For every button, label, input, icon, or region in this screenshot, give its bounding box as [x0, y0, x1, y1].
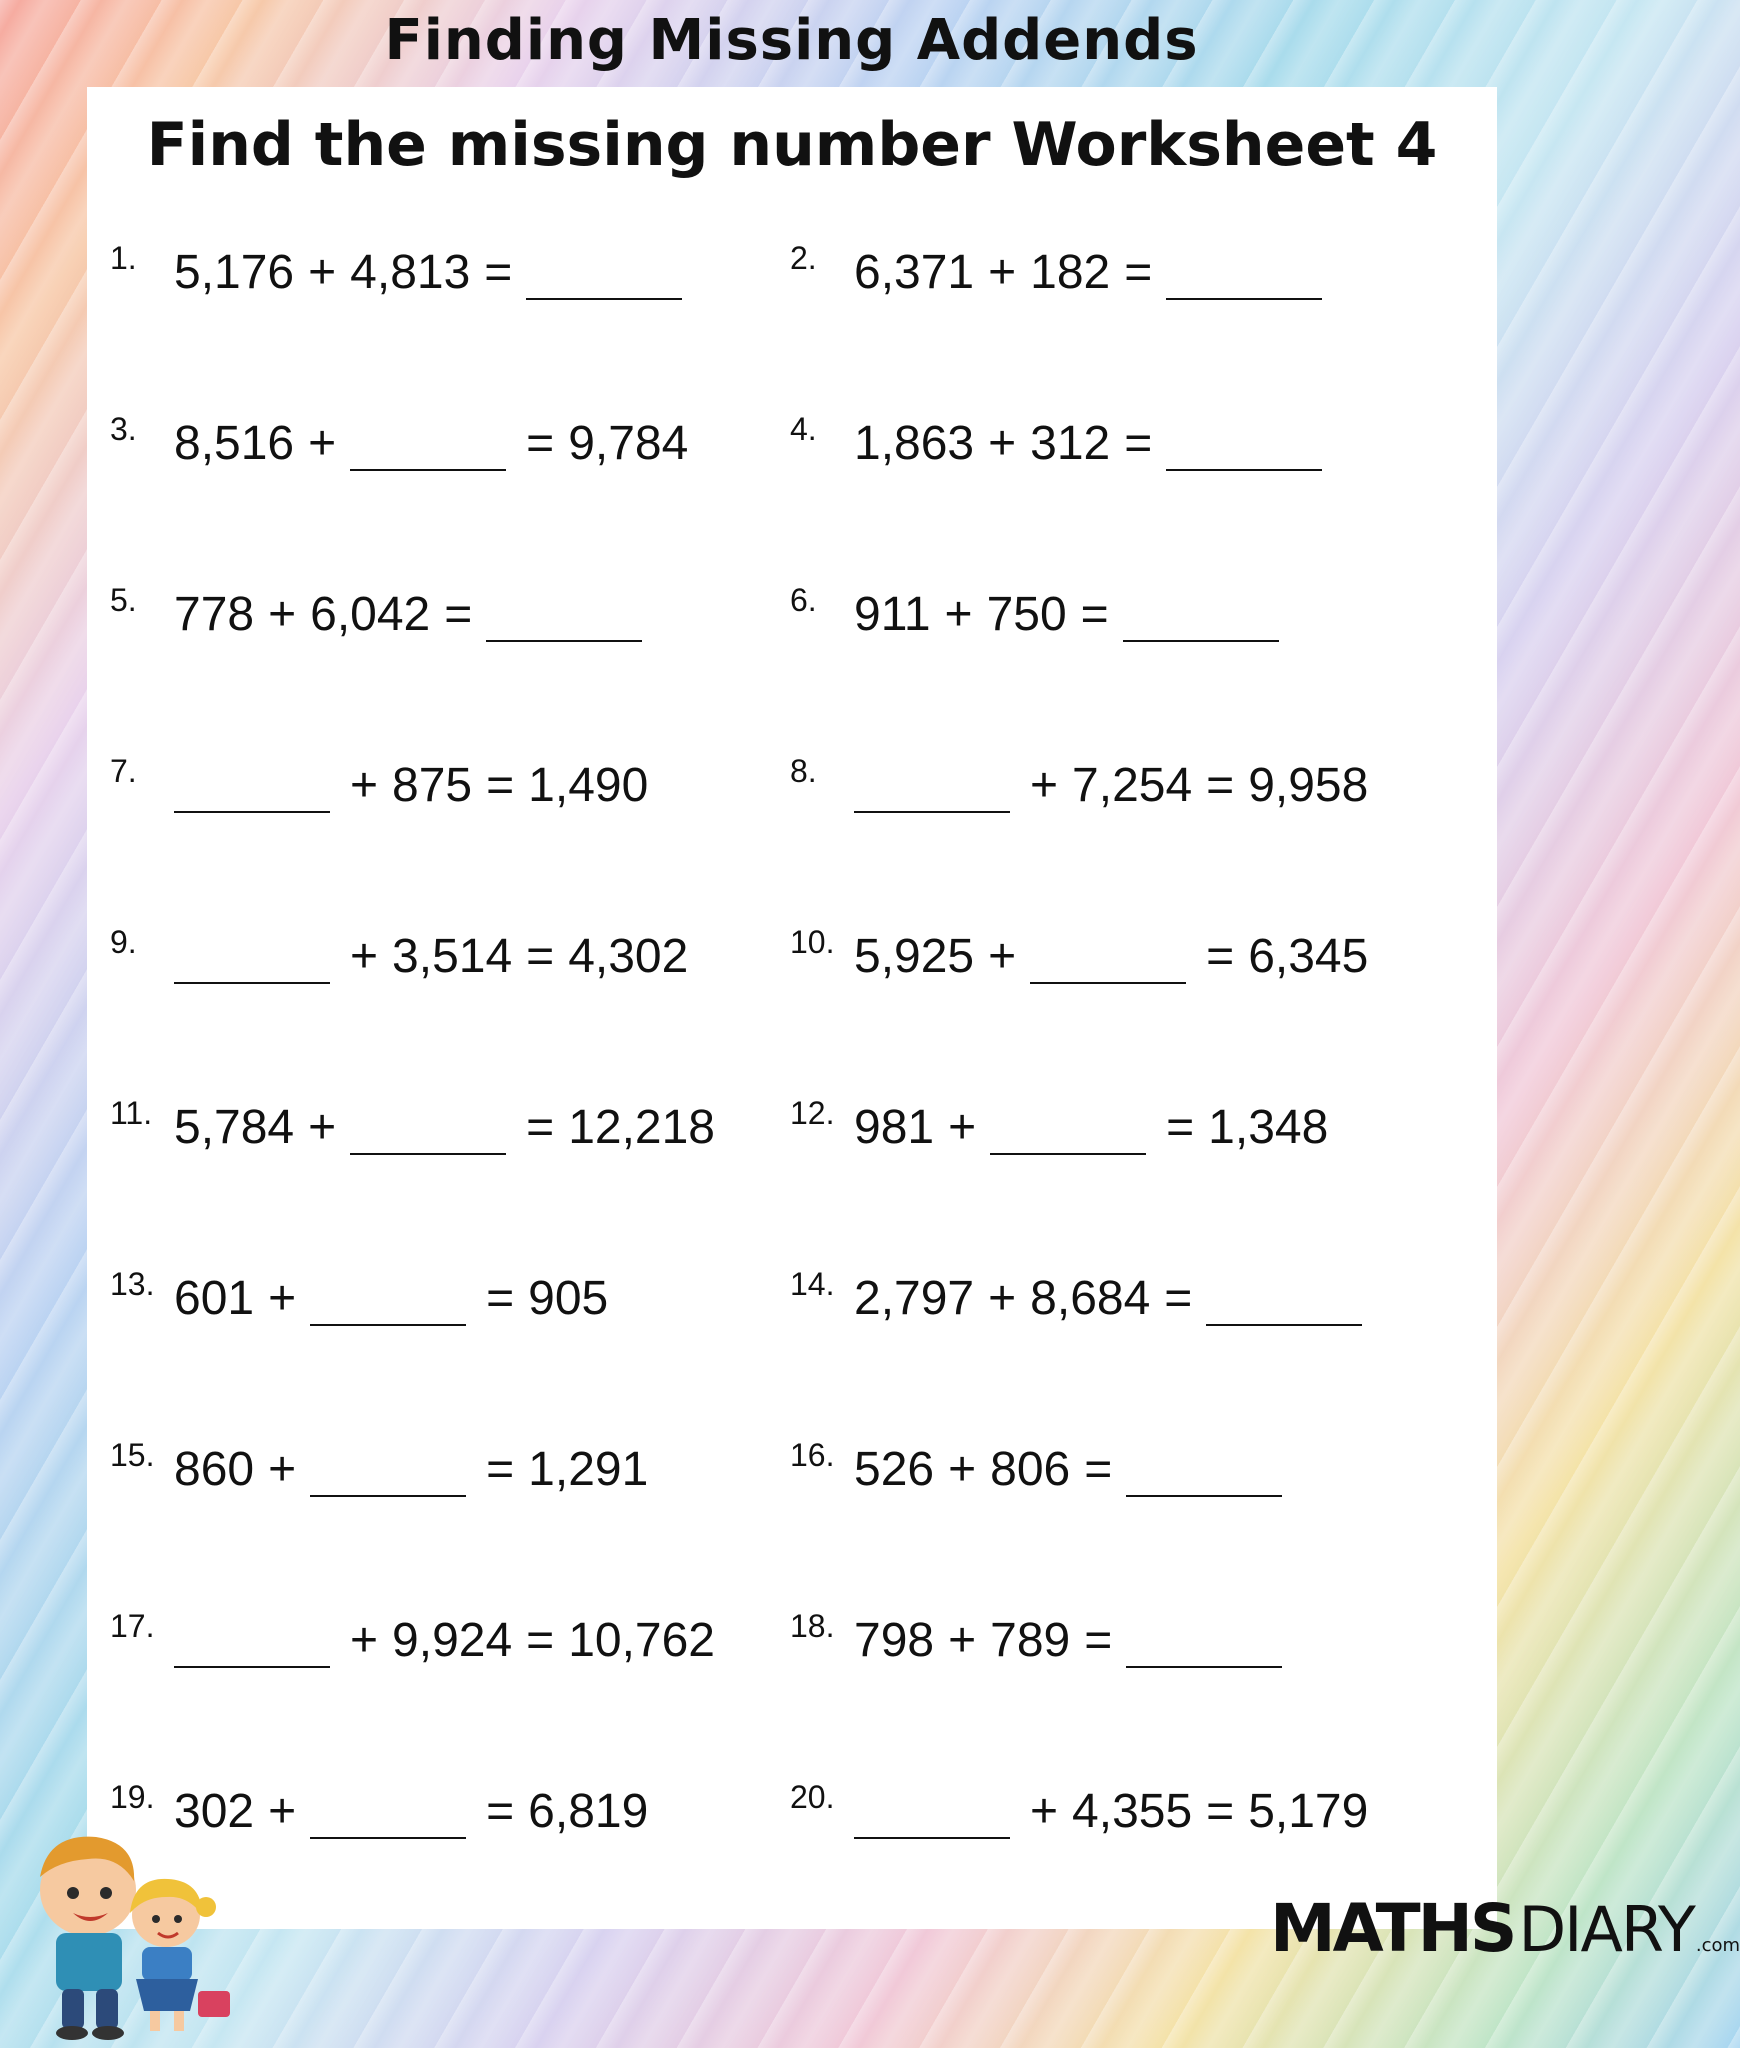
problem-value: 8,516	[174, 416, 295, 470]
answer-blank[interactable]	[174, 811, 330, 813]
problem-number: 3.	[110, 411, 137, 447]
problem-value: 798	[854, 1613, 935, 1667]
plus-sign: +	[308, 416, 337, 470]
plus-sign: +	[948, 1100, 977, 1154]
problem-value: 4,355	[1072, 1784, 1193, 1838]
problem-value: 4,813	[350, 245, 471, 299]
plus-sign: +	[988, 416, 1017, 470]
problem-number: 12.	[790, 1095, 835, 1131]
problem-item	[110, 1087, 715, 1167]
logo-part-com: .com	[1695, 1935, 1740, 1956]
problem-item	[790, 574, 1285, 654]
problem-value: 911	[854, 587, 931, 641]
problem-number: 11.	[110, 1095, 153, 1131]
equals-sign: =	[486, 1442, 515, 1496]
problem-number: 10.	[790, 924, 835, 960]
problem-number: 18.	[790, 1608, 835, 1644]
problem-item	[790, 1600, 1288, 1680]
answer-blank[interactable]	[310, 1495, 466, 1497]
answer-blank[interactable]	[310, 1324, 466, 1326]
problem-value: 8,684	[1030, 1271, 1151, 1325]
plus-sign: +	[1030, 758, 1059, 812]
answer-blank[interactable]	[174, 982, 330, 984]
plus-sign: +	[350, 758, 379, 812]
page-title: Finding Missing Addends	[384, 8, 1199, 73]
equals-sign: =	[1124, 245, 1153, 299]
plus-sign: +	[1030, 1784, 1059, 1838]
mathsdiary-logo	[1270, 1890, 1740, 1967]
worksheet-subtitle: Find the missing number Worksheet 4	[146, 110, 1438, 180]
problem-item	[790, 745, 1368, 825]
problem-value: 806	[990, 1442, 1071, 1496]
equals-sign: =	[1206, 1784, 1235, 1838]
problem-value: 5,176	[174, 245, 295, 299]
problem-value: 10,762	[568, 1613, 715, 1667]
problem-number: 20.	[790, 1779, 835, 1815]
equals-sign: =	[484, 245, 513, 299]
problem-number: 8.	[790, 753, 817, 789]
problem-number: 13.	[110, 1266, 155, 1302]
problem-number: 4.	[790, 411, 817, 447]
problem-number: 1.	[110, 240, 137, 276]
logo-part-diary: DIARY	[1518, 1893, 1694, 1966]
problem-value: 5,925	[854, 929, 975, 983]
problem-value: 6,371	[854, 245, 975, 299]
plus-sign: +	[268, 1442, 297, 1496]
answer-blank[interactable]	[174, 1666, 330, 1668]
problem-number: 9.	[110, 924, 137, 960]
problem-value: 778	[174, 587, 255, 641]
logo-part-maths: MATHS	[1270, 1890, 1515, 1967]
plus-sign: +	[988, 929, 1017, 983]
answer-blank[interactable]	[1206, 1324, 1362, 1326]
problem-item	[110, 745, 648, 825]
problem-value: 9,924	[392, 1613, 513, 1667]
equals-sign: =	[526, 416, 555, 470]
problem-number: 16.	[790, 1437, 835, 1473]
equals-sign: =	[1124, 416, 1153, 470]
problem-item	[790, 1429, 1288, 1509]
answer-blank[interactable]	[1030, 982, 1186, 984]
problem-value: 6,042	[310, 587, 431, 641]
answer-blank[interactable]	[1166, 469, 1322, 471]
problem-number: 19.	[110, 1779, 155, 1815]
equals-sign: =	[1080, 587, 1109, 641]
problem-value: 526	[854, 1442, 935, 1496]
problem-value: 1,863	[854, 416, 975, 470]
equals-sign: =	[1206, 929, 1235, 983]
answer-blank[interactable]	[310, 1837, 466, 1839]
problem-value: 9,958	[1248, 758, 1369, 812]
problem-number: 15.	[110, 1437, 155, 1473]
equals-sign: =	[526, 1613, 555, 1667]
problem-item	[110, 1600, 715, 1680]
problem-value: 6,345	[1248, 929, 1369, 983]
answer-blank[interactable]	[1126, 1495, 1282, 1497]
answer-blank[interactable]	[990, 1153, 1146, 1155]
problem-value: 6,819	[528, 1784, 649, 1838]
problem-value: 5,784	[174, 1100, 295, 1154]
equals-sign: =	[1166, 1100, 1195, 1154]
problem-value: 1,348	[1208, 1100, 1329, 1154]
answer-blank[interactable]	[350, 1153, 506, 1155]
problem-item	[110, 232, 688, 312]
problem-value: 905	[528, 1271, 609, 1325]
answer-blank[interactable]	[1166, 298, 1322, 300]
problem-value: 312	[1030, 416, 1111, 470]
problem-number: 6.	[790, 582, 817, 618]
plus-sign: +	[268, 587, 297, 641]
problem-value: 875	[392, 758, 473, 812]
kids-illustration	[18, 1815, 238, 2045]
problem-value: 3,514	[392, 929, 513, 983]
answer-blank[interactable]	[854, 811, 1010, 813]
equals-sign: =	[1084, 1613, 1113, 1667]
equals-sign: =	[486, 758, 515, 812]
plus-sign: +	[268, 1784, 297, 1838]
problem-value: 5,179	[1248, 1784, 1369, 1838]
problem-value: 12,218	[568, 1100, 715, 1154]
problem-number: 5.	[110, 582, 137, 618]
problem-item	[110, 403, 688, 483]
problem-number: 2.	[790, 240, 817, 276]
problem-item	[790, 1258, 1368, 1338]
problem-item	[790, 1087, 1328, 1167]
equals-sign: =	[486, 1784, 515, 1838]
answer-blank[interactable]	[1126, 1666, 1282, 1668]
answer-blank[interactable]	[526, 298, 682, 300]
problem-value: 601	[174, 1271, 255, 1325]
plus-sign: +	[944, 587, 973, 641]
answer-blank[interactable]	[486, 640, 642, 642]
equals-sign: =	[526, 929, 555, 983]
answer-blank[interactable]	[854, 1837, 1010, 1839]
problem-item	[790, 403, 1328, 483]
plus-sign: +	[350, 1613, 379, 1667]
problem-value: 182	[1030, 245, 1111, 299]
equals-sign: =	[1206, 758, 1235, 812]
problem-list	[110, 232, 1410, 1882]
plus-sign: +	[948, 1613, 977, 1667]
equals-sign: =	[1164, 1271, 1193, 1325]
answer-blank[interactable]	[1123, 640, 1279, 642]
problem-value: 4,302	[568, 929, 689, 983]
problem-value: 981	[854, 1100, 935, 1154]
problem-value: 860	[174, 1442, 255, 1496]
problem-value: 7,254	[1072, 758, 1193, 812]
problem-item	[110, 1429, 648, 1509]
plus-sign: +	[988, 1271, 1017, 1325]
answer-blank[interactable]	[350, 469, 506, 471]
problem-value: 2,797	[854, 1271, 975, 1325]
problem-item	[790, 232, 1328, 312]
plus-sign: +	[988, 245, 1017, 299]
problem-item	[110, 916, 688, 996]
problem-item	[790, 1771, 1368, 1851]
equals-sign: =	[444, 587, 473, 641]
problem-value: 302	[174, 1784, 255, 1838]
equals-sign: =	[1084, 1442, 1113, 1496]
problem-number: 17.	[110, 1608, 155, 1644]
problem-value: 9,784	[568, 416, 689, 470]
problem-value: 1,490	[528, 758, 649, 812]
problem-value: 750	[986, 587, 1067, 641]
equals-sign: =	[486, 1271, 515, 1325]
problem-number: 7.	[110, 753, 137, 789]
problem-item	[110, 1258, 608, 1338]
problem-item	[790, 916, 1368, 996]
problem-value: 1,291	[528, 1442, 649, 1496]
plus-sign: +	[308, 1100, 337, 1154]
equals-sign: =	[526, 1100, 555, 1154]
problem-number: 14.	[790, 1266, 835, 1302]
plus-sign: +	[350, 929, 379, 983]
plus-sign: +	[308, 245, 337, 299]
plus-sign: +	[948, 1442, 977, 1496]
plus-sign: +	[268, 1271, 297, 1325]
problem-value: 789	[990, 1613, 1071, 1667]
problem-item	[110, 574, 648, 654]
